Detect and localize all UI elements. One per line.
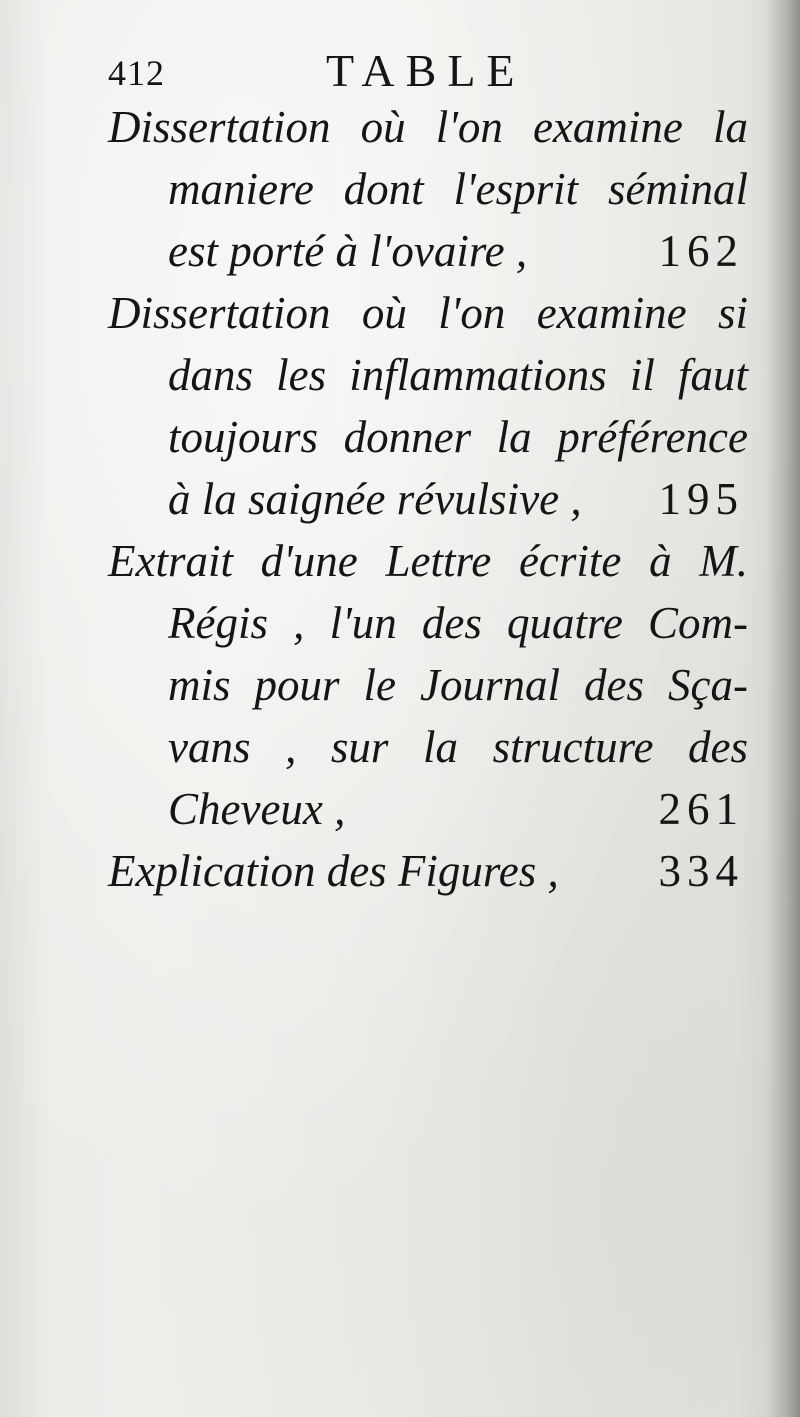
toc-entry-line xyxy=(108,468,748,530)
toc-entry-3 xyxy=(108,530,748,840)
toc-entry-line: maniere dont l'esprit séminal xyxy=(168,164,748,214)
toc-entry-1 xyxy=(108,96,748,282)
toc-entry-line: Extrait d'une Lettre écrite à M. xyxy=(108,536,748,586)
toc-entry-text: à la saignée révulsive , xyxy=(168,474,582,524)
running-title: TABLE xyxy=(326,45,526,96)
toc-entry-text: Explication des Figures , xyxy=(108,846,559,896)
toc-page-ref: 162 xyxy=(658,226,744,276)
page-number: 412 xyxy=(108,53,165,93)
toc-entry-text: Cheveux , xyxy=(168,784,346,834)
toc-entry-line: Régis , l'un des quatre Com- xyxy=(168,598,748,648)
toc-entry-line: Dissertation où l'on examine si xyxy=(108,288,748,338)
toc-page-ref: 261 xyxy=(658,784,744,834)
page-gutter-shadow xyxy=(766,0,800,1417)
running-header xyxy=(108,44,748,96)
toc-entry-4 xyxy=(108,840,748,902)
toc-page-ref: 334 xyxy=(658,846,744,896)
toc-entry-line xyxy=(108,840,748,902)
toc-entry-line xyxy=(108,778,748,840)
toc-entry-text: est porté à l'ovaire , xyxy=(168,226,528,276)
toc-entry-line: dans les inflammations il faut xyxy=(168,350,748,400)
toc-page-ref: 195 xyxy=(658,474,744,524)
toc-entry-line: mis pour le Journal des Sça- xyxy=(168,660,748,710)
table-of-contents xyxy=(108,96,748,902)
toc-entry-2 xyxy=(108,282,748,530)
toc-entry-line: vans , sur la structure des xyxy=(168,722,748,772)
toc-entry-line: toujours donner la préférence xyxy=(168,412,748,462)
toc-entry-line: Dissertation où l'on examine la xyxy=(108,102,748,152)
toc-entry-line xyxy=(108,220,748,282)
